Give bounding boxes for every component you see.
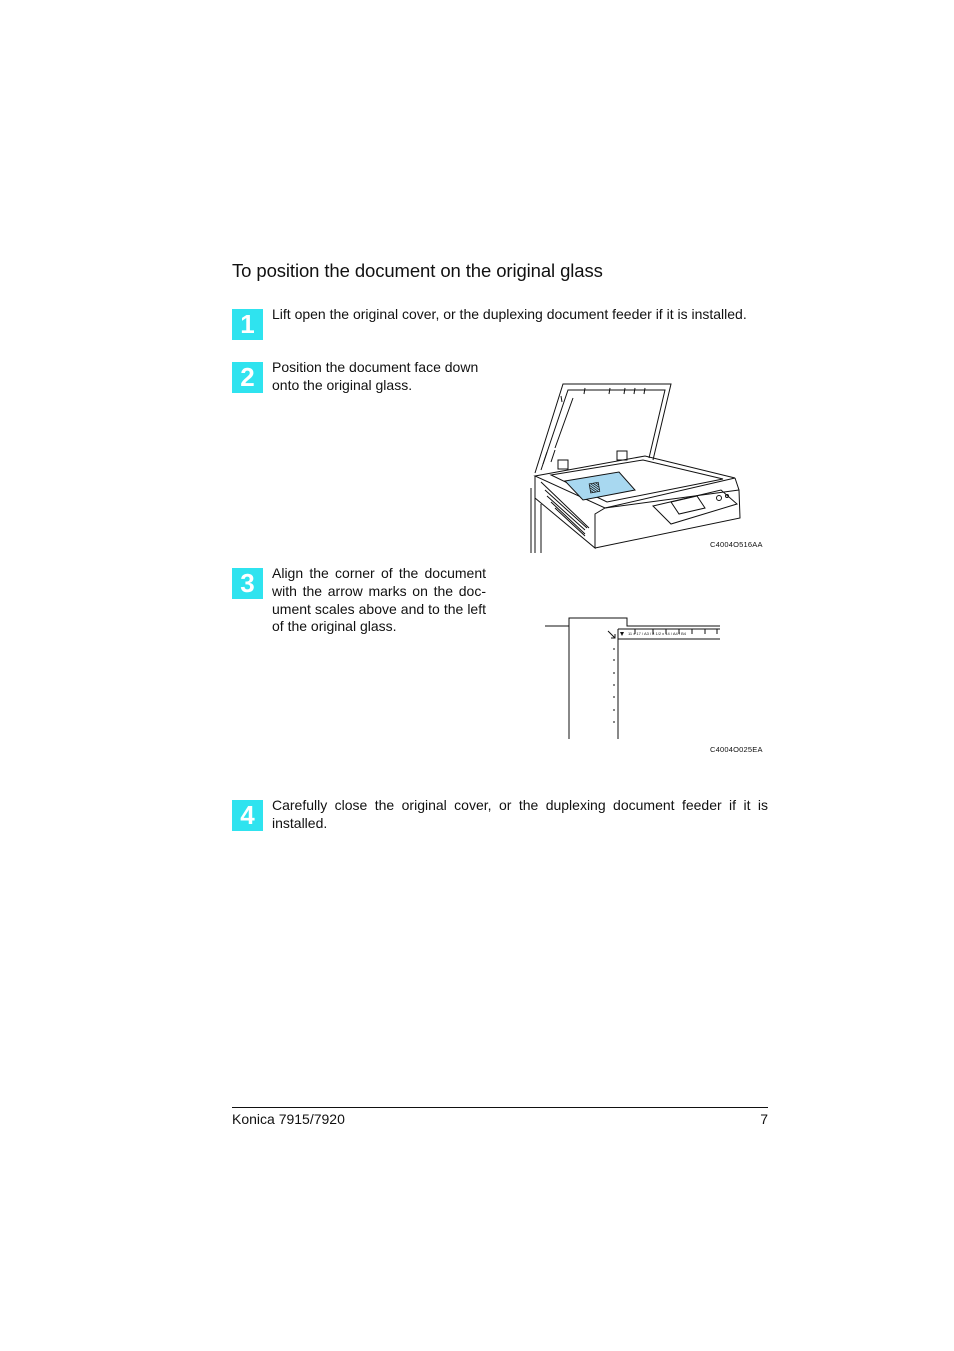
step-text: Carefully close the original cover, or the duplexing document feeder if it is installed. [272,797,768,831]
step-number-badge: 2 [232,362,263,393]
page-title: To position the document on the original glass [232,260,603,281]
document-scale-corner-illustration [545,615,725,740]
page-number: 7 [760,1111,768,1127]
copier-open-cover-illustration [525,378,770,553]
step-text: Lift open the original cover, or the duplexing document feeder if it is installed. [272,306,747,322]
svg-text:▧: ▧ [586,478,602,495]
step-number-badge: 4 [232,800,263,831]
step-number-badge: 3 [232,568,263,599]
scale-label: 11 x 17 / A3 / 8 1/2 x 14 / A4 / B4 [628,631,686,636]
footer-model: Konica 7915/7920 [232,1111,345,1127]
step-text: Position the document face down onto the original glass. [272,359,479,393]
step-text: Align the corner of the document with the arrow marks on the doc-ument scales above and to the left of the original glass. [272,565,486,635]
figure-caption: C4004O516AA [710,540,763,549]
footer-rule [232,1107,768,1108]
step-number-badge: 1 [232,309,263,340]
figure-caption: C4004O025EA [710,745,763,754]
